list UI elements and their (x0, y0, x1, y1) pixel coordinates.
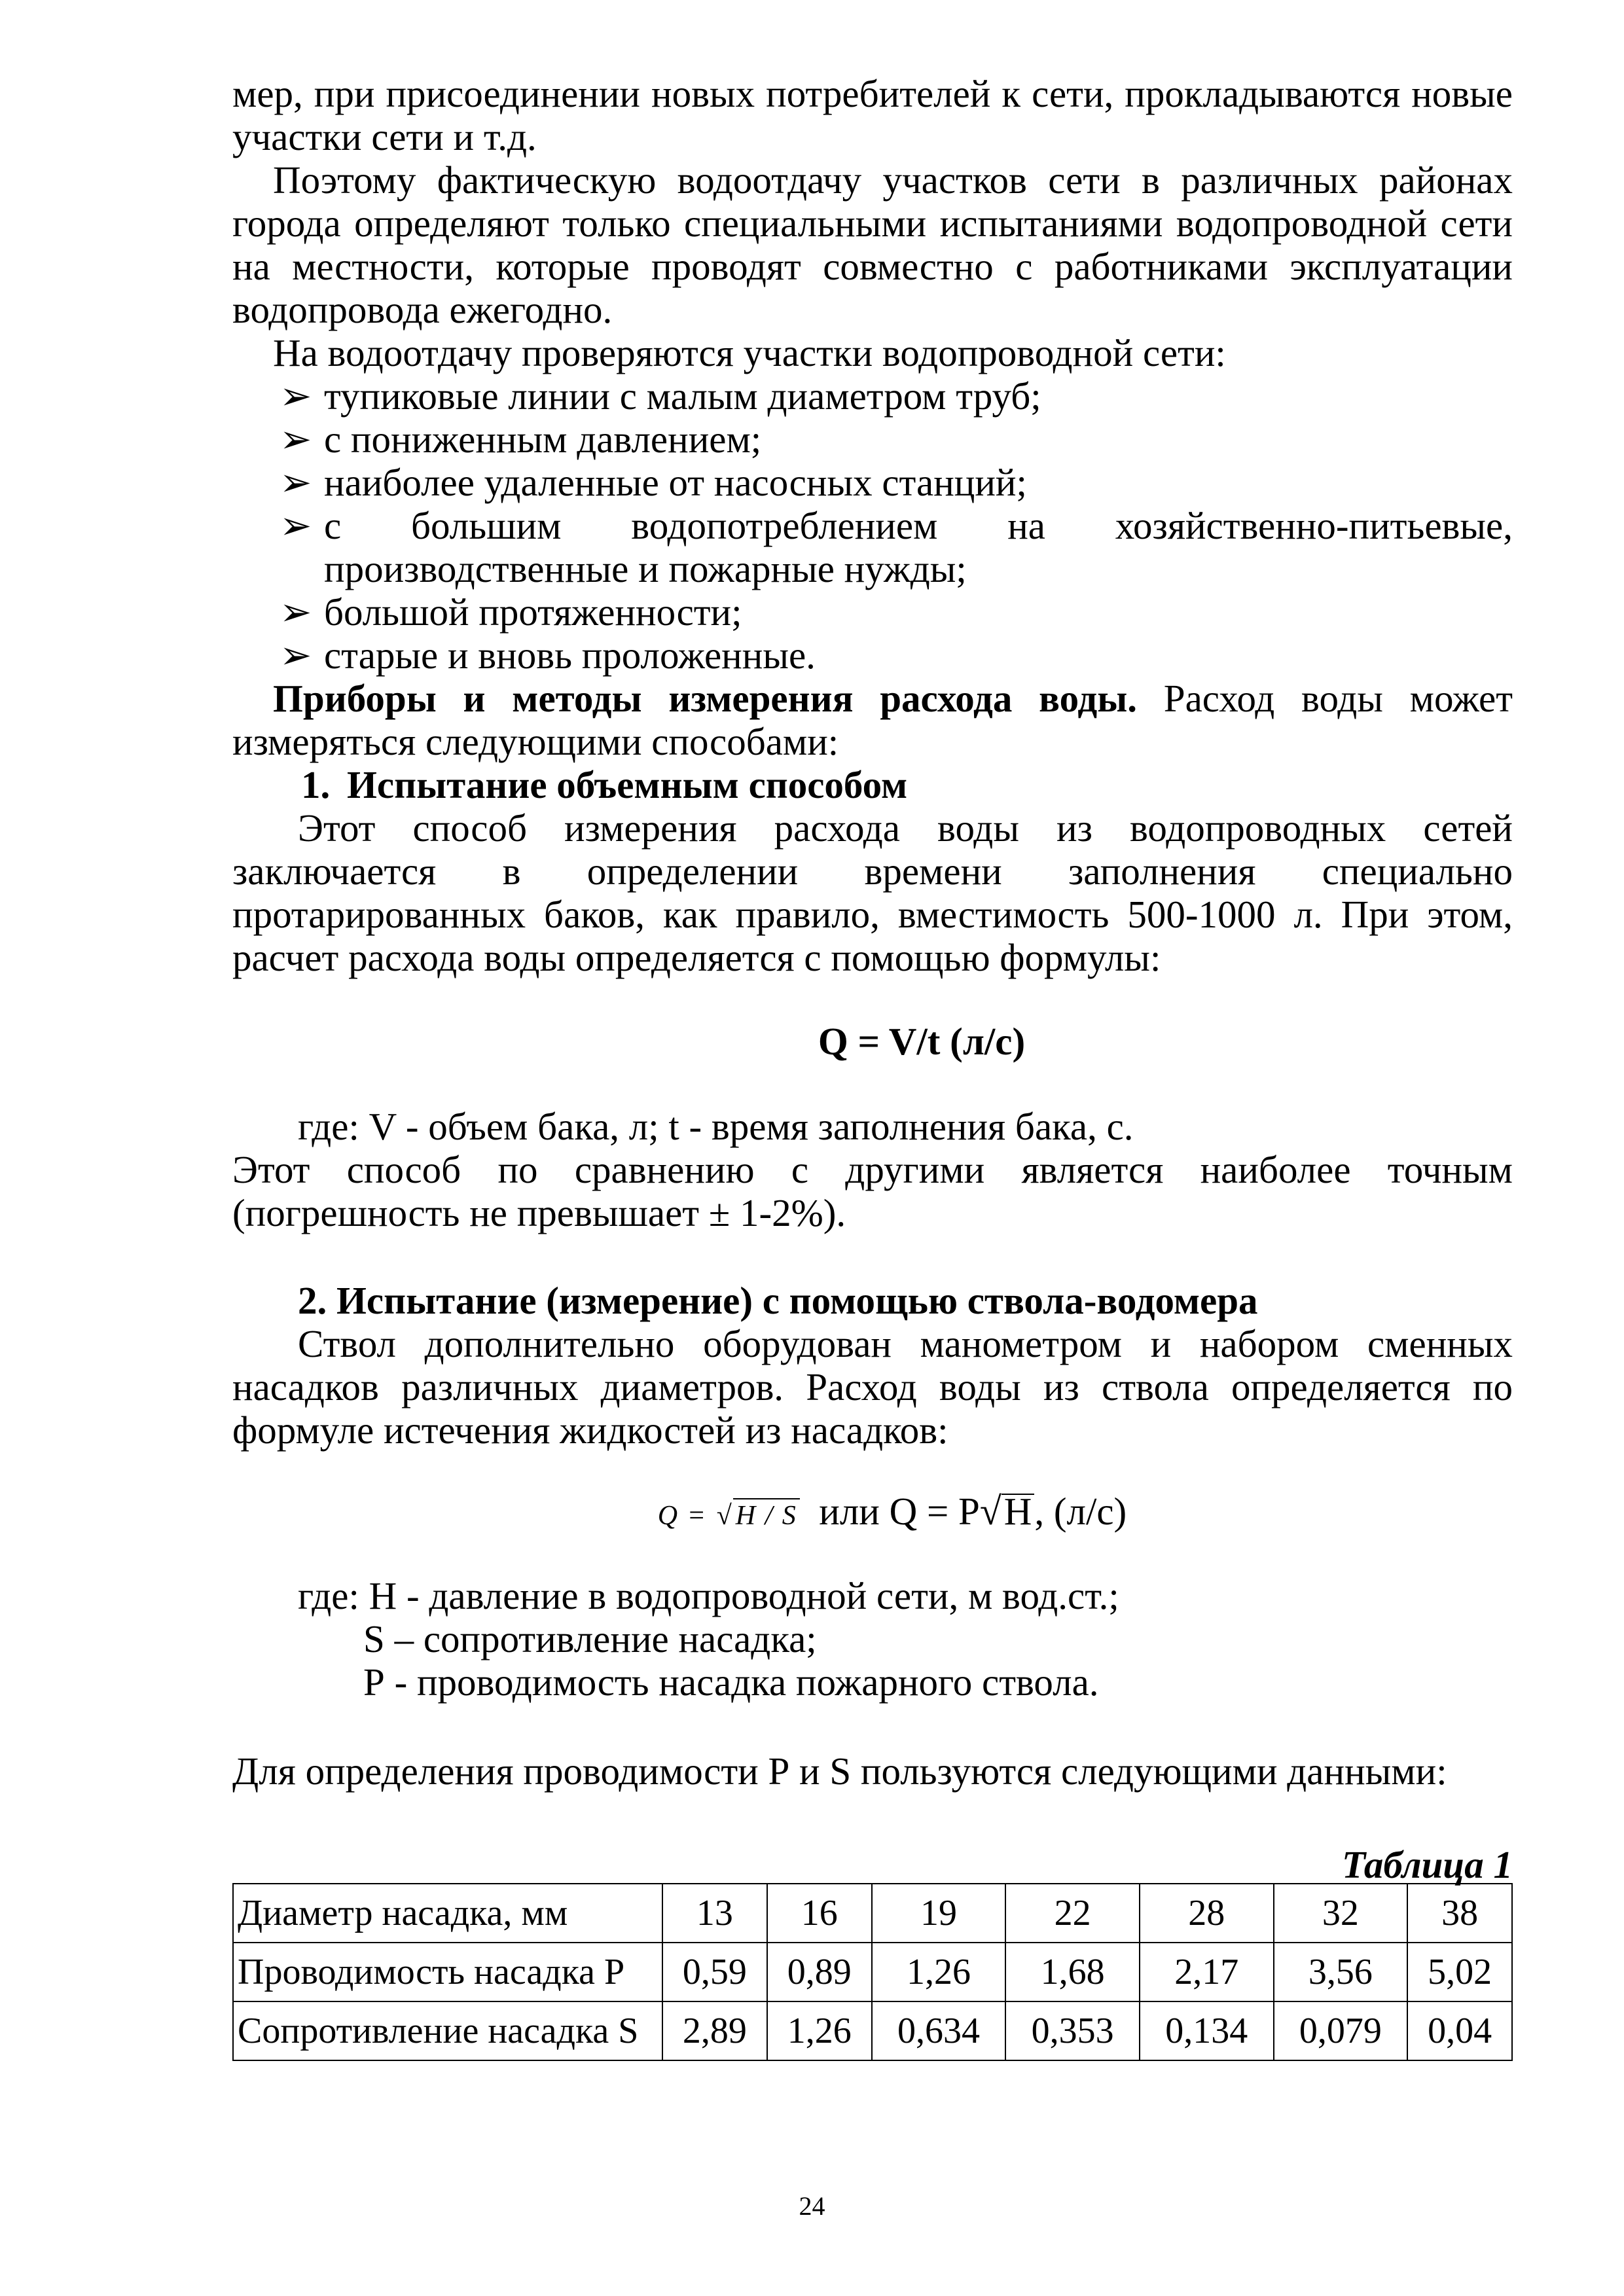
section-1-heading: 1. Испытание объемным способом (301, 763, 908, 806)
table-row-label: Диаметр насадка, мм (233, 1884, 662, 1943)
checked-sections-lead: На водоотдачу проверяются участки водопроводной сети: (273, 331, 1226, 374)
table-cell: 3,56 (1274, 1943, 1408, 2001)
table-cell: 0,59 (662, 1943, 767, 2001)
formula-left-radicand: H / S (733, 1498, 800, 1532)
nozzle-table (232, 1883, 1513, 2061)
table-cell: 19 (872, 1884, 1006, 1943)
volume-formula: Q = V/t (л/с) (818, 1020, 1026, 1063)
table-cell: 32 (1274, 1884, 1408, 1943)
formula-unit: , (л/с) (1034, 1490, 1127, 1533)
table-cell: 0,89 (767, 1943, 872, 2001)
table-cell: 0,079 (1274, 2001, 1408, 2060)
table-row (233, 1943, 1512, 2001)
table-cell: 5,02 (1407, 1943, 1512, 2001)
formula-or-text: или Q = P (819, 1490, 980, 1533)
definition-line: S – сопротивление насадка; (363, 1617, 817, 1660)
accuracy-paragraph: Этот способ по сравнению с другими является наиболее точным (погрешность не превышает ± 1-2%). (232, 1148, 1513, 1234)
formula-definitions (232, 1574, 1513, 1704)
table-cell: 38 (1407, 1884, 1512, 1943)
sqrt-icon: √ (979, 1490, 1001, 1533)
sqrt-icon: √ (716, 1501, 733, 1531)
list-item: ➢ большой протяженности; (280, 590, 742, 634)
list-item: ➢ тупиковые линии с малым диаметром труб; (280, 374, 1041, 418)
methods-heading: Приборы и методы измерения расхода воды. (273, 677, 1138, 720)
table-cell: 1,26 (767, 2001, 872, 2060)
nozzle-flow-formula (232, 1490, 1513, 1537)
list-item: ➢ с пониженным давлением; (280, 418, 762, 461)
section-2-text: Ствол дополнительно оборудован манометром и набором сменных насадков различных диаметров. Расход воды из ствола определяется по формуле истечения жидкостей из насадков: (232, 1322, 1513, 1452)
page-content (232, 72, 1513, 2061)
table-cell: 1,68 (1005, 1943, 1140, 2001)
table-cell: 2,17 (1140, 1943, 1274, 2001)
checked-sections-list (232, 374, 1513, 677)
table-row (233, 1884, 1512, 1943)
formula-right-radicand: H (1001, 1494, 1035, 1528)
table-lead: Для определения проводимости Р и S пользуются следующими данными: (232, 1749, 1447, 1793)
arrow-bullet-icon: ➢ (280, 418, 312, 461)
table-cell: 0,353 (1005, 2001, 1140, 2060)
arrow-bullet-icon: ➢ (280, 634, 312, 677)
table-cell: 0,634 (872, 2001, 1006, 2060)
list-item: ➢ с большим водопотреблением на хозяйственно-питьевые, производственные и пожарные нужды; (280, 504, 1513, 590)
volume-formula-where: где: V - объем бака, л; t - время заполнения бака, с. (298, 1105, 1134, 1148)
table-caption: Таблица 1 (1341, 1843, 1513, 1886)
paragraph-continuation: мер, при присоединении новых потребителей к сети, прокладываются новые участки сети и т.д. (232, 72, 1513, 158)
arrow-bullet-icon: ➢ (280, 461, 312, 504)
table-cell: 16 (767, 1884, 872, 1943)
methods-paragraph (232, 677, 1513, 763)
list-item: ➢ старые и вновь проложенные. (280, 634, 816, 677)
definition-line: где: Н - давление в водопроводной сети, м вод.ст.; (298, 1574, 1119, 1617)
table-cell: 2,89 (662, 2001, 767, 2060)
table-row-label: Сопротивление насадка S (233, 2001, 662, 2060)
definition-line: Р - проводимость насадка пожарного ствола. (363, 1660, 1099, 1704)
section-2-heading: 2. Испытание (измерение) с помощью ствола-водомера (298, 1279, 1258, 1322)
table-cell: 0,134 (1140, 2001, 1274, 2060)
section-1-text: Этот способ измерения расхода воды из водопроводных сетей заключается в определении времени заполнения специально протарированных баков, как правило, вместимость 500-1000 л. При этом, расчет расхода воды определяется с помощью формулы: (232, 806, 1513, 979)
table-cell: 28 (1140, 1884, 1274, 1943)
page-number: 24 (799, 2191, 825, 2221)
paragraph-intro: Поэтому фактическую водоотдачу участков сети в различных районах города определяют только специальными испытаниями водопроводной сети на местности, которые проводят совместно с работниками эксплуатации водопровода ежегодно. (232, 158, 1513, 331)
table-cell: 22 (1005, 1884, 1140, 1943)
table-row (233, 2001, 1512, 2060)
arrow-bullet-icon: ➢ (280, 504, 312, 547)
table-cell: 1,26 (872, 1943, 1006, 2001)
table-row-label: Проводимость насадка Р (233, 1943, 662, 2001)
arrow-bullet-icon: ➢ (280, 590, 312, 634)
arrow-bullet-icon: ➢ (280, 374, 312, 418)
methods-text: Расход воды может измеряться следующими способами: (232, 677, 1513, 763)
table-cell: 0,04 (1407, 2001, 1512, 2060)
table-cell: 13 (662, 1884, 767, 1943)
list-item: ➢ наиболее удаленные от насосных станций; (280, 461, 1027, 504)
formula-left-lhs: Q = (657, 1501, 707, 1531)
